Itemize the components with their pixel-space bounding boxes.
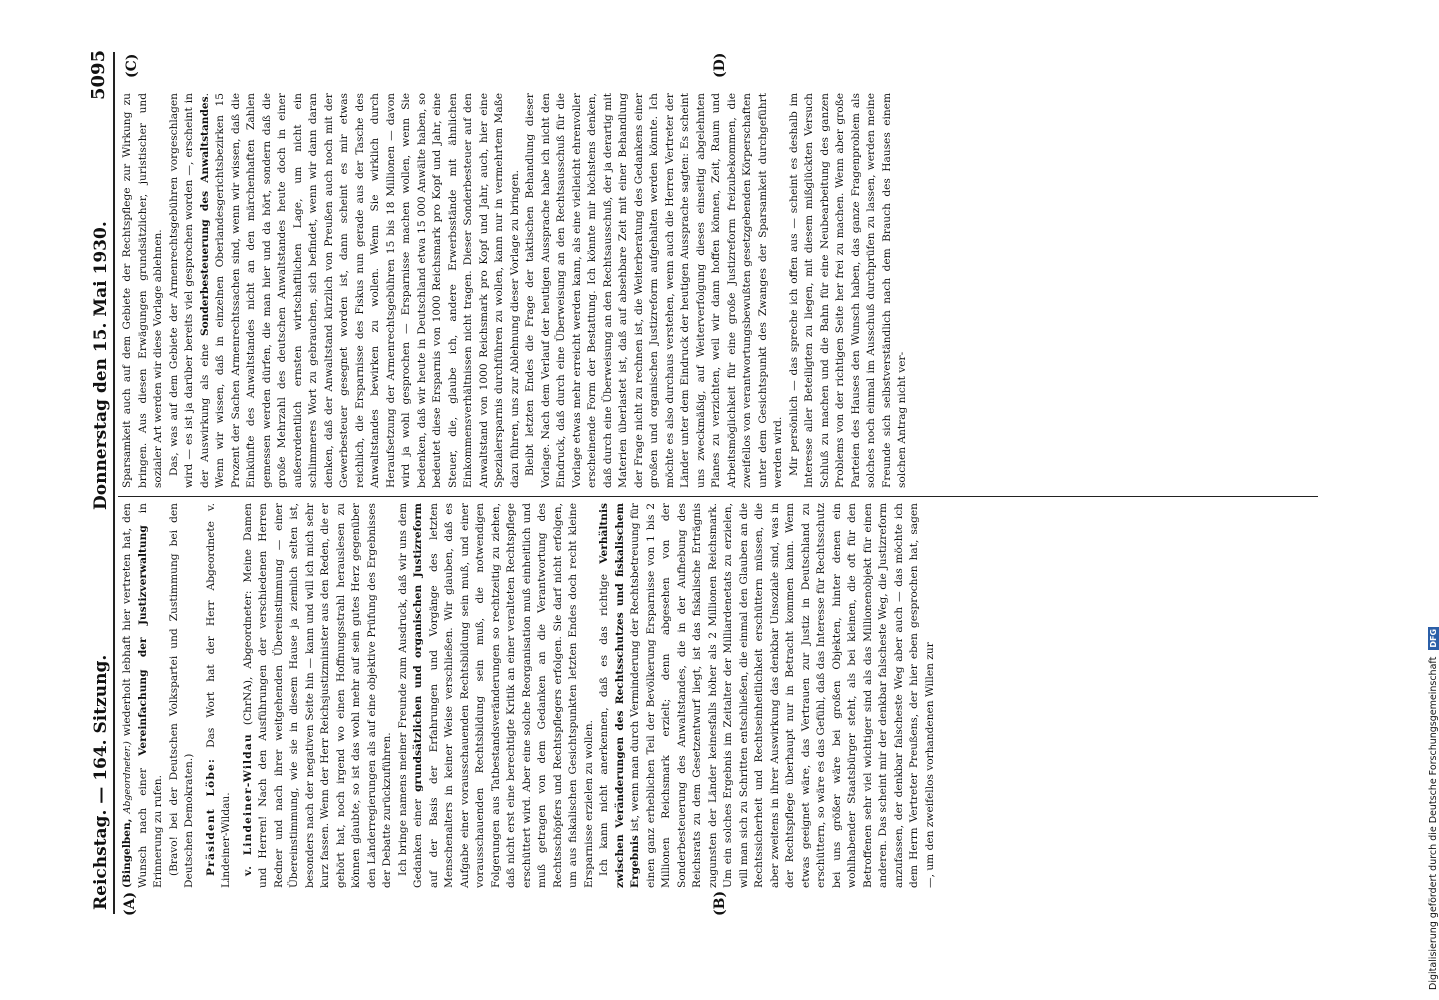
margin-letter-c: (C) bbox=[124, 53, 140, 78]
header-left: Reichstag. — 164. Sitzung. bbox=[91, 654, 111, 910]
right-paragraph-2c: . Wenn wir wissen, daß in einzelnen Oberlandesgerichtsbezirken 15 Prozent der Sachen Armenrechtssachen sind, wenn wir wissen, daß die Einkünfte des Anwaltstandes nicht an den märchenhaften Zahlen gemessen werden dürfen, die man hier und da hört, sondern daß die große Mehrzahl des deutschen Anwaltstandes heute doch in einer außerordentlich ernsten wirtschaftlichen Lage, um nicht ein schlimmeres Wort zu gebrauchen, sich befindet, wenn wir dann daran denken, daß der Anwaltstand kürzlich von Preußen auch noch mit der Gewerbesteuer gesegnet worden ist, dann scheint es mir etwas reichlich, die Ersparnisse des Fiskus nun gerade aus der Tasche des Anwaltstandes bewirken zu wollen. Wenn Sie wirklich durch Heraufsetzung der Armenrechtsgebühren 15 bis 18 Millionen — davon wird ja wohl gesprochen — Ersparnisse machen wollen, wenn Sie bedenken, daß wir heute in Deutschland etwa 15 000 Anwälte haben, so bedeutet diese Ersparnis von 1000 Reichsmark pro Kopf und Jahr, eine Steuer, die, glaube ich, andere Erwerbsstände mit ähnlichen Einkommensverhältnissen nicht tragen. Dieser Sonderbesteuer auf den Anwaltstand von 1000 Reichsmark pro Kopf und Jahr, auch, hier eine Spezialersparnis durchführen zu wollen, kann nur in vermehrtem Maße dazu führen, uns zur Ablehnung dieser Vorlage zu bringen. bbox=[198, 93, 521, 488]
speech-paragraph-1: (ChrNA), Abgeordneter: Meine Damen und Herren! Nach den Ausführungen der verschiedenen Herren Redner und nach ihrer weitgehenden Übereinstimmung — einer Übereinstimmung, wie sie in diesem Hause ja ziemlich selten ist, besonders nach der negativen Seite hin — kann und will ich mich sehr kurz fassen. Wenn der Herr Reichsjustizminister aus den Reden, die er gehört hat, noch irgend wo einen Hoffnungsstrahl herauslesen zu können glaubte, so ist das wohl mehr auf sein gutes Herz gegenüber den Länderregierungen als auf eine objektive Prüfung des Ergebnisses der Debatte zurückzuführen. bbox=[241, 503, 393, 888]
paragraph-4a: Ich kann nicht anerkennen, daß es das richtige bbox=[598, 563, 610, 876]
paragraph-4-emphasis: Verhältnis zwischen Veränderungen des Rechtsschutzes und fiskalischem Ergebnis bbox=[598, 503, 641, 888]
paragraph-1a: wiederholt lebhaft hier vertreten hat, den Wunsch nach einer bbox=[121, 503, 149, 888]
paragraph-1c: in Erinnerung zu rufen. bbox=[136, 503, 164, 888]
margin-letter-a: (A) bbox=[122, 891, 138, 916]
right-paragraph-4: Mir persönlich — das spreche ich offen aus — scheint es deshalb im Interesse aller Beteiligten zu liegen, mit diesem mißglückten Versuch Schluß zu machen und die Bahn für eine Neubearbeitung des ganzen Problems von der richtigen Seite her frei zu machen. Wenn aber große Parteien des Hauses den Wunsch haben, das ganze Fragenproblem als solches noch einmal im Ausschuß durchprüfen zu lassen, werden meine Freunde sich selbstverständlich nach dem Brauch des Hauses einem solchen Antrag nicht ver- bbox=[787, 93, 908, 488]
right-paragraph-2-emphasis: Sonderbesteuerung des Anwaltstandes bbox=[198, 96, 211, 337]
paragraph-4c: ist, wenn man durch Verminderung der Rechtsbetreuung für einen ganz erheblichen Teil der Bevölkerung Ersparnisse von 1 bis 2 Millionen Reichsmark erzielt; denn abgesehen von der Sonderbesteuerung des Anwaltstandes, die in der Aufhebung des Reichsrats zu dem Gesetzentwurf liegt, ist das fiskalische Erträgnis zugunsten der Länder keinesfalls höher als 2 Millionen Reichsmark. Um ein solches Ergebnis im Zeitalter der Milliardenetats zu erzielen, will man sich zu Schritten entschließen, die einmal den Glauben an die Rechtssicherheit und Rechtseinheitlichkeit erschüttern müssen, die aber zweitens in ihrer Auswirkung das denkbar Unsoziale sind, was in der Rechtspflege überhaupt nur in Betracht kommen kann. Wenn etwas geeignet wäre, das Vertrauen zur Justiz in Deutschland zu erschüttern, so wäre es das Gefühl, daß das Interesse für Rechtsschutz bei uns größer wäre bei großen Objekten, hinter denen ein wohlhabender Staatsbürger steht, als bei kleinen, die oft für den Betroffenen sehr viel wichtiger sind als das Millionenobjekt für einen anderen. Das scheint mir der denkbar falscheste Weg, die Justizreform anzufassen, der denkbar falscheste Weg aber auch — das möchte ich dem Herrn Vertreter Preußens, der hier eben gesprochen hat, sagen —, um den zweifellos vorhandenen Willen zur bbox=[629, 503, 936, 888]
paragraph-1-emphasis: Vereinfachung der Justizverwaltung bbox=[136, 525, 149, 756]
page-number: 5095 bbox=[88, 49, 109, 100]
president-label: Präsident Löbe: bbox=[204, 757, 217, 876]
header-rule bbox=[113, 52, 115, 914]
applause-note: (Bravo! bei der Deutschen Volkspartei und Zustimmung bei den Deutschen Demokraten.) bbox=[167, 503, 195, 888]
speaker-name: v. Lindeiner-Wildau bbox=[241, 733, 254, 876]
dfg-funding-note bbox=[1428, 627, 1439, 990]
margin-letter-d: (D) bbox=[712, 52, 728, 78]
dfg-badge: DFG bbox=[1429, 628, 1438, 648]
margin-letter-b: (B) bbox=[712, 890, 728, 916]
speaker-tag-role: Abgeordneter.) bbox=[122, 741, 133, 814]
paragraph-3c: auf der Basis der Erfahrungen und Vorgänge des letzten Menschenalters in keiner Weise verschließen. Wir glauben, daß es Aufgabe einer vorausschauenden Rechtsbildung sein muß, und einer vorausschauenden Rechtsbildung sein muß, die notwendigen Folgerungen aus Tatbestandsveränderungen so rechtzeitig zu ziehen, daß nicht erst eine berechtigte Kritik an einer veralteten Rechtspflege erschüttert wird. Aber eine solche Reorganisation muß einheitlich und muß getragen von dem Gedanken an die Verantwortung des Rechtsschöpfers und Rechtspflegers erfolgen. Sie darf nicht erfolgen, um aus fiskalischen Gesichtspunkten letzten Endes doch recht kleine Ersparnisse erzielen zu wollen. bbox=[427, 503, 595, 888]
left-column bbox=[120, 503, 1315, 888]
right-paragraph-3: Bleibt letzten Endes die Frage der taktischen Behandlung dieser Vorlage. Nach dem Verlauf der heutigen Aussprache habe ich nicht den Eindruck, daß durch eine Überweisung an den Rechtsausschuß für die Vorlage etwas mehr erreicht werden kann, als eine vielleicht ehrenvoller erscheinende Form der Bestattung. Ich könnte mir höchstens denken, daß durch eine Überweisung an den Rechtsausschuß, der ja derartig mit Materien überlastet ist, daß auf absehbare Zeit mit einer Behandlung der Frage nicht zu rechnen ist, die Weiterberatung des Gedankens einer großen und organischen Justizreform aufgehalten werden könnte. Ich möchte es also durchaus verstehen, wenn auch die Herren Vertreter der Länder unter dem Eindruck der heutigen Aussprache sagten: Es scheint uns zweckmäßig, auf Weiterverfolgung dieses einseitig abgelehnten Planes zu verzichten, weil wir dann hoffen können, Zeit, Raum und Arbeitsmöglichkeit für eine große Justizreform freizubekommen, die zweifellos von verantwortungsbewußten gesetzgebenden Körperschaften unter dem Gesichtspunkt des Zwanges der Sparsamkeit durchgeführt werden wird. bbox=[524, 93, 784, 488]
dfg-note-text: Digitalisierung gefördert durch die Deutsche Forschungsgemeinschaft bbox=[1428, 656, 1439, 990]
speaker-tag: (Bingelben, bbox=[121, 818, 133, 888]
header-date: Donnerstag den 15. Mai 1930. bbox=[91, 221, 111, 510]
paragraph-3-emphasis: grundsätzlichen und organischen Justizreform bbox=[412, 503, 424, 792]
right-paragraph-2a: Das, was auf dem Gebiete der Armenrechtsgebühren vorgeschlagen wird — es ist ja darüber bereits viel gesprochen worden —, erscheint in der Auswirkung als eine bbox=[167, 93, 211, 488]
right-paragraph-1: Sparsamkeit auch auf dem Gebiete der Rechtspflege zur Wirkung zu bringen. Aus diesen Erwägungen grundsätzlicher, juristischer und sozialer Art werden wir diese Vorlage ablehnen. bbox=[121, 93, 164, 488]
president-text: Das Wort hat der Herr Abgeordnete v. Lindeiner-Wildau. bbox=[204, 503, 232, 888]
paragraph-3a: Ich bringe namens meiner Freunde zum Ausdruck, daß wir uns dem Gedanken einer bbox=[396, 503, 424, 888]
right-column bbox=[120, 93, 1315, 488]
column-divider bbox=[118, 496, 1318, 497]
